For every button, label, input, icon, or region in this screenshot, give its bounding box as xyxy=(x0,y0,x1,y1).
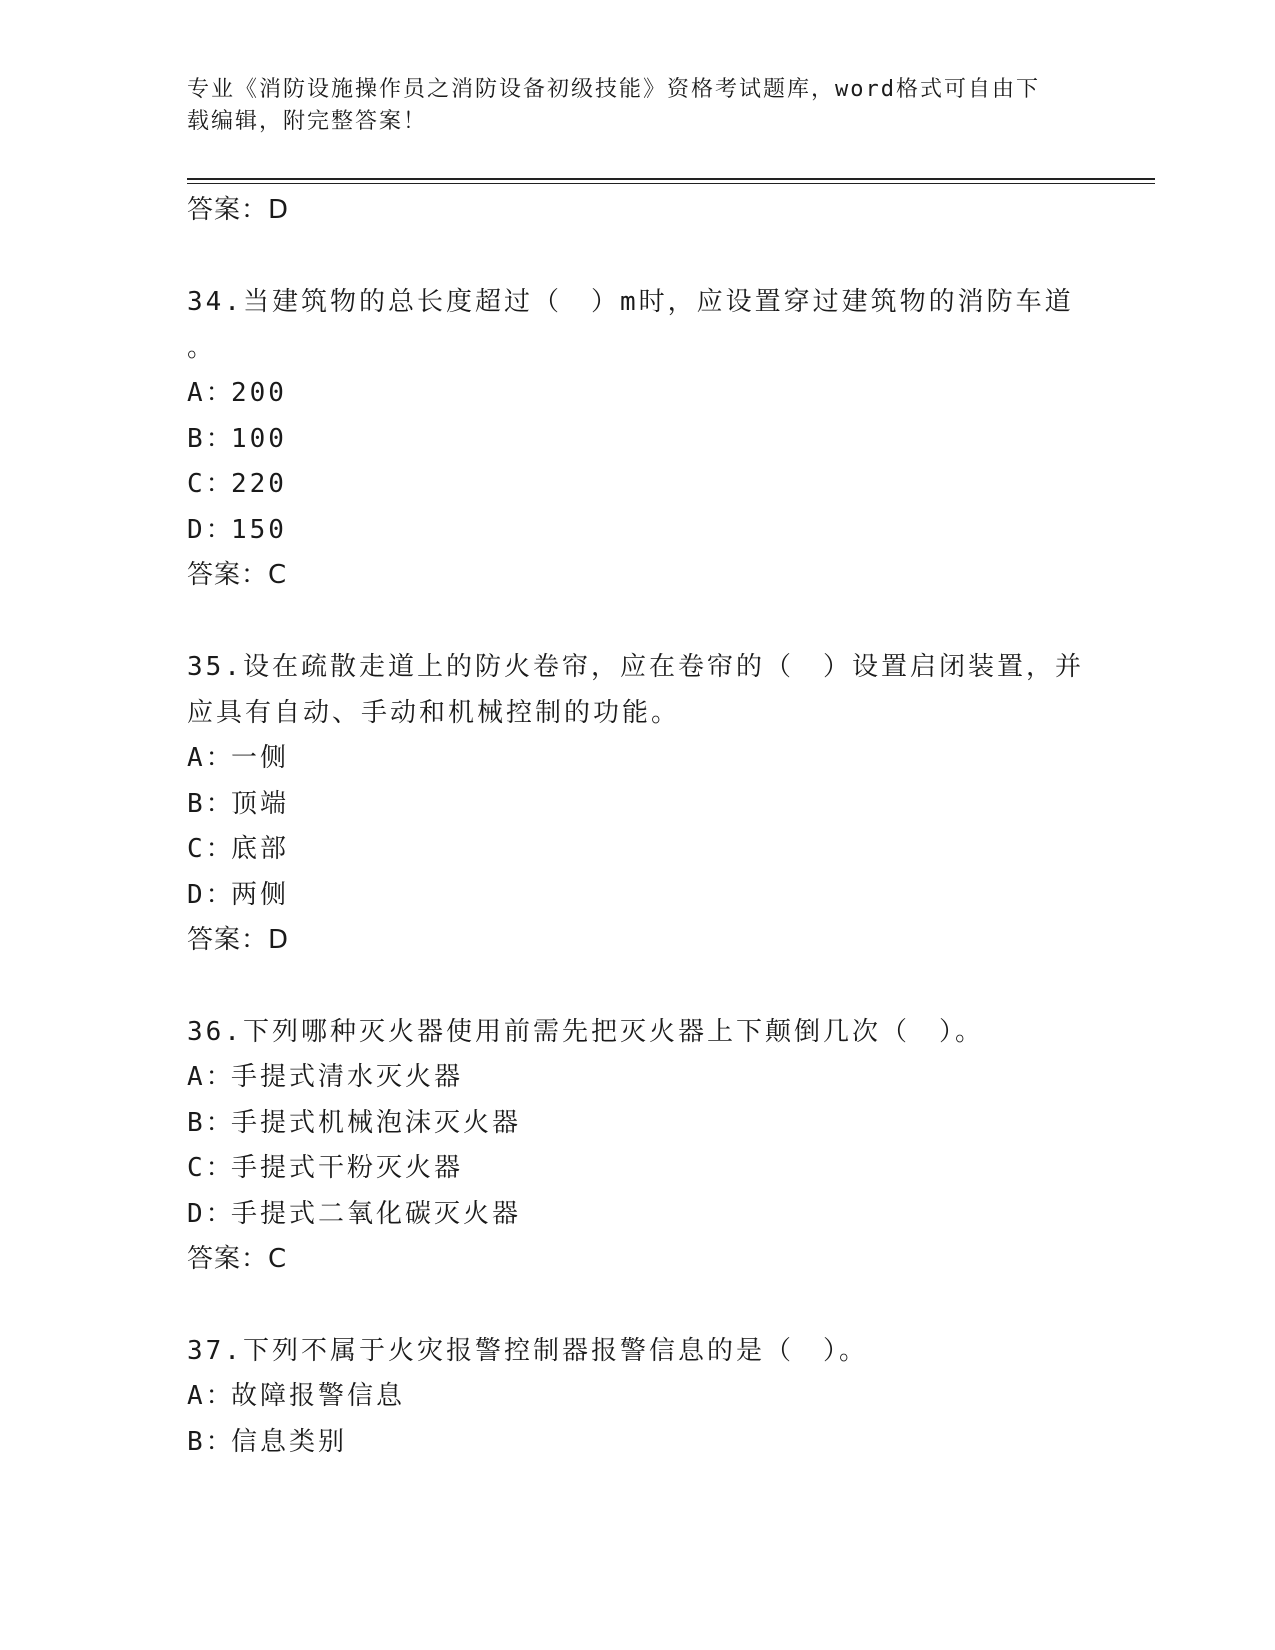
document-header-note xyxy=(187,74,1087,138)
question-36 xyxy=(187,1009,1087,1282)
question-stem-continuation: 。 xyxy=(187,333,217,363)
option-text: 220 xyxy=(231,469,287,499)
header-note-line-1: 专业《消防设施操作员之消防设备初级技能》资格考试题库，word格式可自由下 xyxy=(187,77,1040,102)
option-b xyxy=(187,1101,1087,1147)
option-letter: A： xyxy=(187,743,235,773)
question-34 xyxy=(187,279,1087,598)
option-b xyxy=(187,782,1087,828)
question-37 xyxy=(187,1328,1087,1465)
option-d xyxy=(187,873,1087,919)
option-letter: A： xyxy=(187,1381,235,1411)
option-text: 信息类别 xyxy=(231,1426,348,1457)
option-text: 底部 xyxy=(231,834,290,864)
option-letter: C： xyxy=(187,469,235,499)
option-b xyxy=(187,1420,1087,1466)
option-d xyxy=(187,508,1087,554)
option-a xyxy=(187,1374,1087,1420)
option-a xyxy=(187,736,1087,782)
option-text: 手提式二氧化碳灭火器 xyxy=(231,1198,522,1229)
option-letter: C： xyxy=(187,834,235,864)
header-divider-thick xyxy=(187,178,1155,180)
option-text: 150 xyxy=(231,514,287,545)
option-d xyxy=(187,1192,1087,1238)
option-letter: C： xyxy=(187,1153,235,1183)
option-text: 故障报警信息 xyxy=(231,1381,406,1411)
option-text: 手提式清水灭火器 xyxy=(231,1062,464,1092)
question-answer: 答案：D xyxy=(187,925,290,955)
option-letter: D： xyxy=(187,1198,235,1229)
option-letter: B： xyxy=(187,1426,235,1457)
option-letter: A： xyxy=(187,1062,235,1092)
option-text: 手提式机械泡沫灭火器 xyxy=(231,1107,522,1138)
option-a xyxy=(187,1055,1087,1101)
option-letter: D： xyxy=(187,879,235,910)
option-c xyxy=(187,827,1087,873)
header-note-line-2: 载编辑，附完整答案！ xyxy=(187,109,428,134)
question-stem: 36.下列哪种灭火器使用前需先把灭火器上下颠倒几次（ ）。 xyxy=(187,1017,984,1047)
option-letter: D： xyxy=(187,514,235,545)
option-text: 手提式干粉灭火器 xyxy=(231,1153,464,1183)
option-c xyxy=(187,1146,1087,1192)
option-letter: A： xyxy=(187,378,235,408)
option-letter: B： xyxy=(187,1107,235,1138)
question-answer: 答案：C xyxy=(187,1244,288,1274)
previous-answer: 答案：D xyxy=(187,195,290,225)
question-35 xyxy=(187,644,1087,963)
option-b xyxy=(187,417,1087,463)
option-a xyxy=(187,371,1087,417)
question-stem: 37.下列不属于火灾报警控制器报警信息的是（ ）。 xyxy=(187,1336,868,1366)
question-list xyxy=(187,188,1087,1465)
option-letter: B： xyxy=(187,423,235,454)
question-stem: 34.当建筑物的总长度超过（ ）m时，应设置穿过建筑物的消防车道 xyxy=(187,287,1074,317)
question-stem: 35.设在疏散走道上的防火卷帘，应在卷帘的（ ）设置启闭装置，并 xyxy=(187,652,1084,682)
option-text: 一侧 xyxy=(231,743,290,773)
option-text: 两侧 xyxy=(231,879,290,910)
option-letter: B： xyxy=(187,788,235,819)
header-divider-thin xyxy=(187,183,1155,184)
option-c xyxy=(187,462,1087,508)
option-text: 100 xyxy=(231,423,287,454)
option-text: 200 xyxy=(231,378,287,408)
option-text: 顶端 xyxy=(231,788,290,819)
question-answer: 答案：C xyxy=(187,560,288,590)
question-stem-continuation: 应具有自动、手动和机械控制的功能。 xyxy=(187,698,681,728)
